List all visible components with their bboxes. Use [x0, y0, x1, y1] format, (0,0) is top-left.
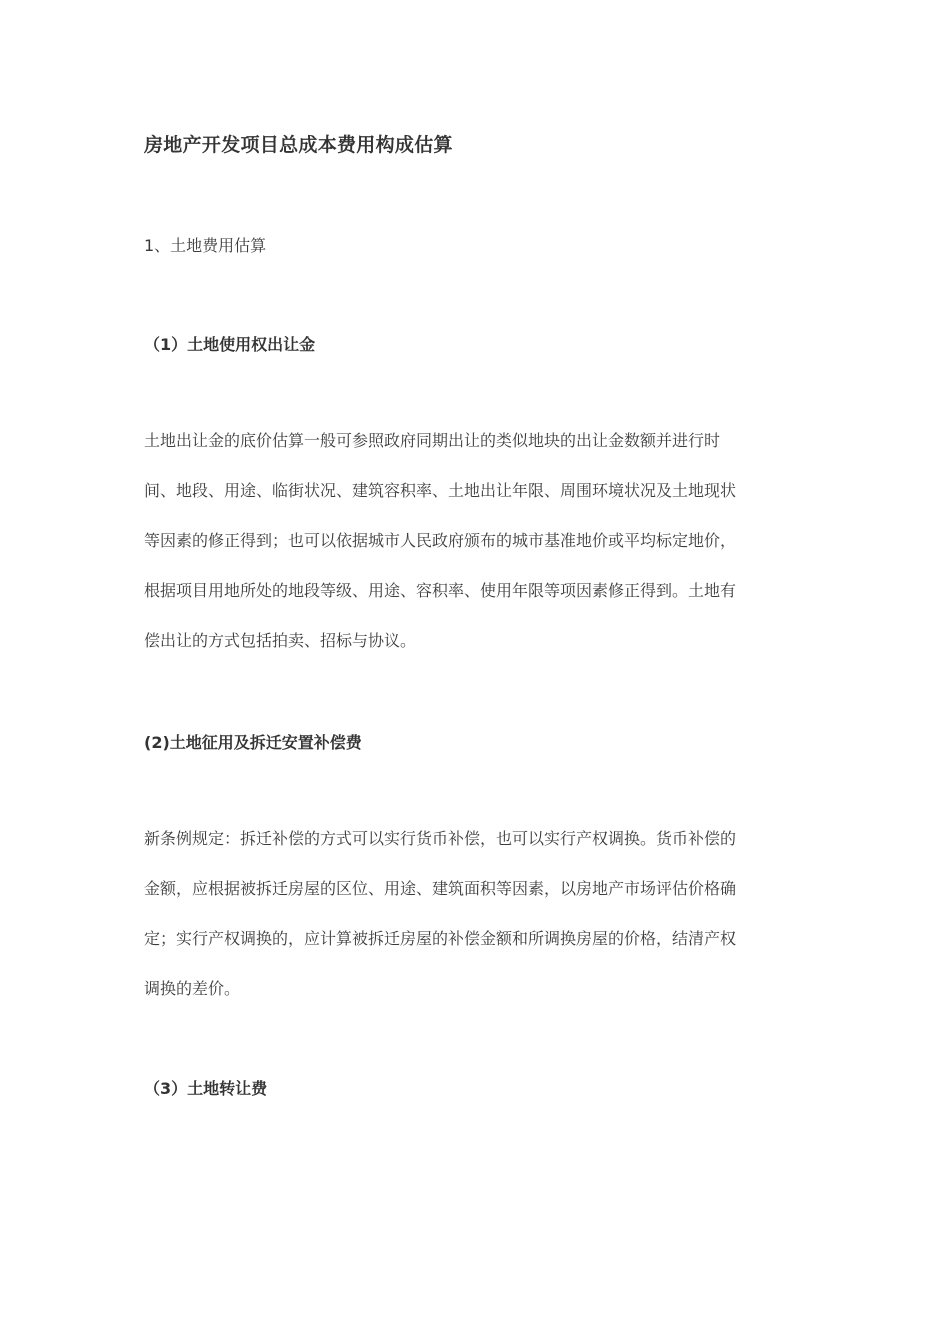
paragraph-line: 偿出让的方式包括拍卖、招标与协议。 [144, 631, 417, 650]
paragraph-line: 根据项目用地所处的地段等级、用途、容积率、使用年限等项因素修正得到。土地有 [144, 581, 737, 600]
document-title: 房地产开发项目总成本费用构成估算 [144, 134, 453, 156]
paragraph-line: 金额，应根据被拆迁房屋的区位、用途、建筑面积等因素，以房地产市场评估价格确 [144, 879, 737, 898]
paragraph-line: 新条例规定：拆迁补偿的方式可以实行货币补偿，也可以实行产权调换。货币补偿的 [144, 829, 737, 848]
paragraph-line: 土地出让金的底价估算一般可参照政府同期出让的类似地块的出让金数额并进行时 [144, 431, 721, 450]
section-heading-land-cost: 1、土地费用估算 [144, 236, 267, 255]
paragraph-relocation-compensation [144, 827, 806, 1027]
subheading-land-use-right-fee: （1）土地使用权出让金 [144, 335, 316, 354]
paragraph-line: 调换的差价。 [144, 979, 241, 998]
paragraph-line: 间、地段、用途、临街状况、建筑容积率、土地出让年限、周围环境状况及土地现状 [144, 481, 737, 500]
paragraph-line: 等因素的修正得到；也可以依据城市人民政府颁布的城市基准地价或平均标定地价， [144, 531, 737, 550]
subheading-land-transfer-fee: （3）土地转让费 [144, 1079, 268, 1098]
paragraph-land-transfer-fee [144, 429, 806, 679]
subheading-relocation-compensation: (2)土地征用及拆迁安置补偿费 [144, 733, 362, 752]
paragraph-line: 定；实行产权调换的，应计算被拆迁房屋的补偿金额和所调换房屋的价格，结清产权 [144, 929, 737, 948]
